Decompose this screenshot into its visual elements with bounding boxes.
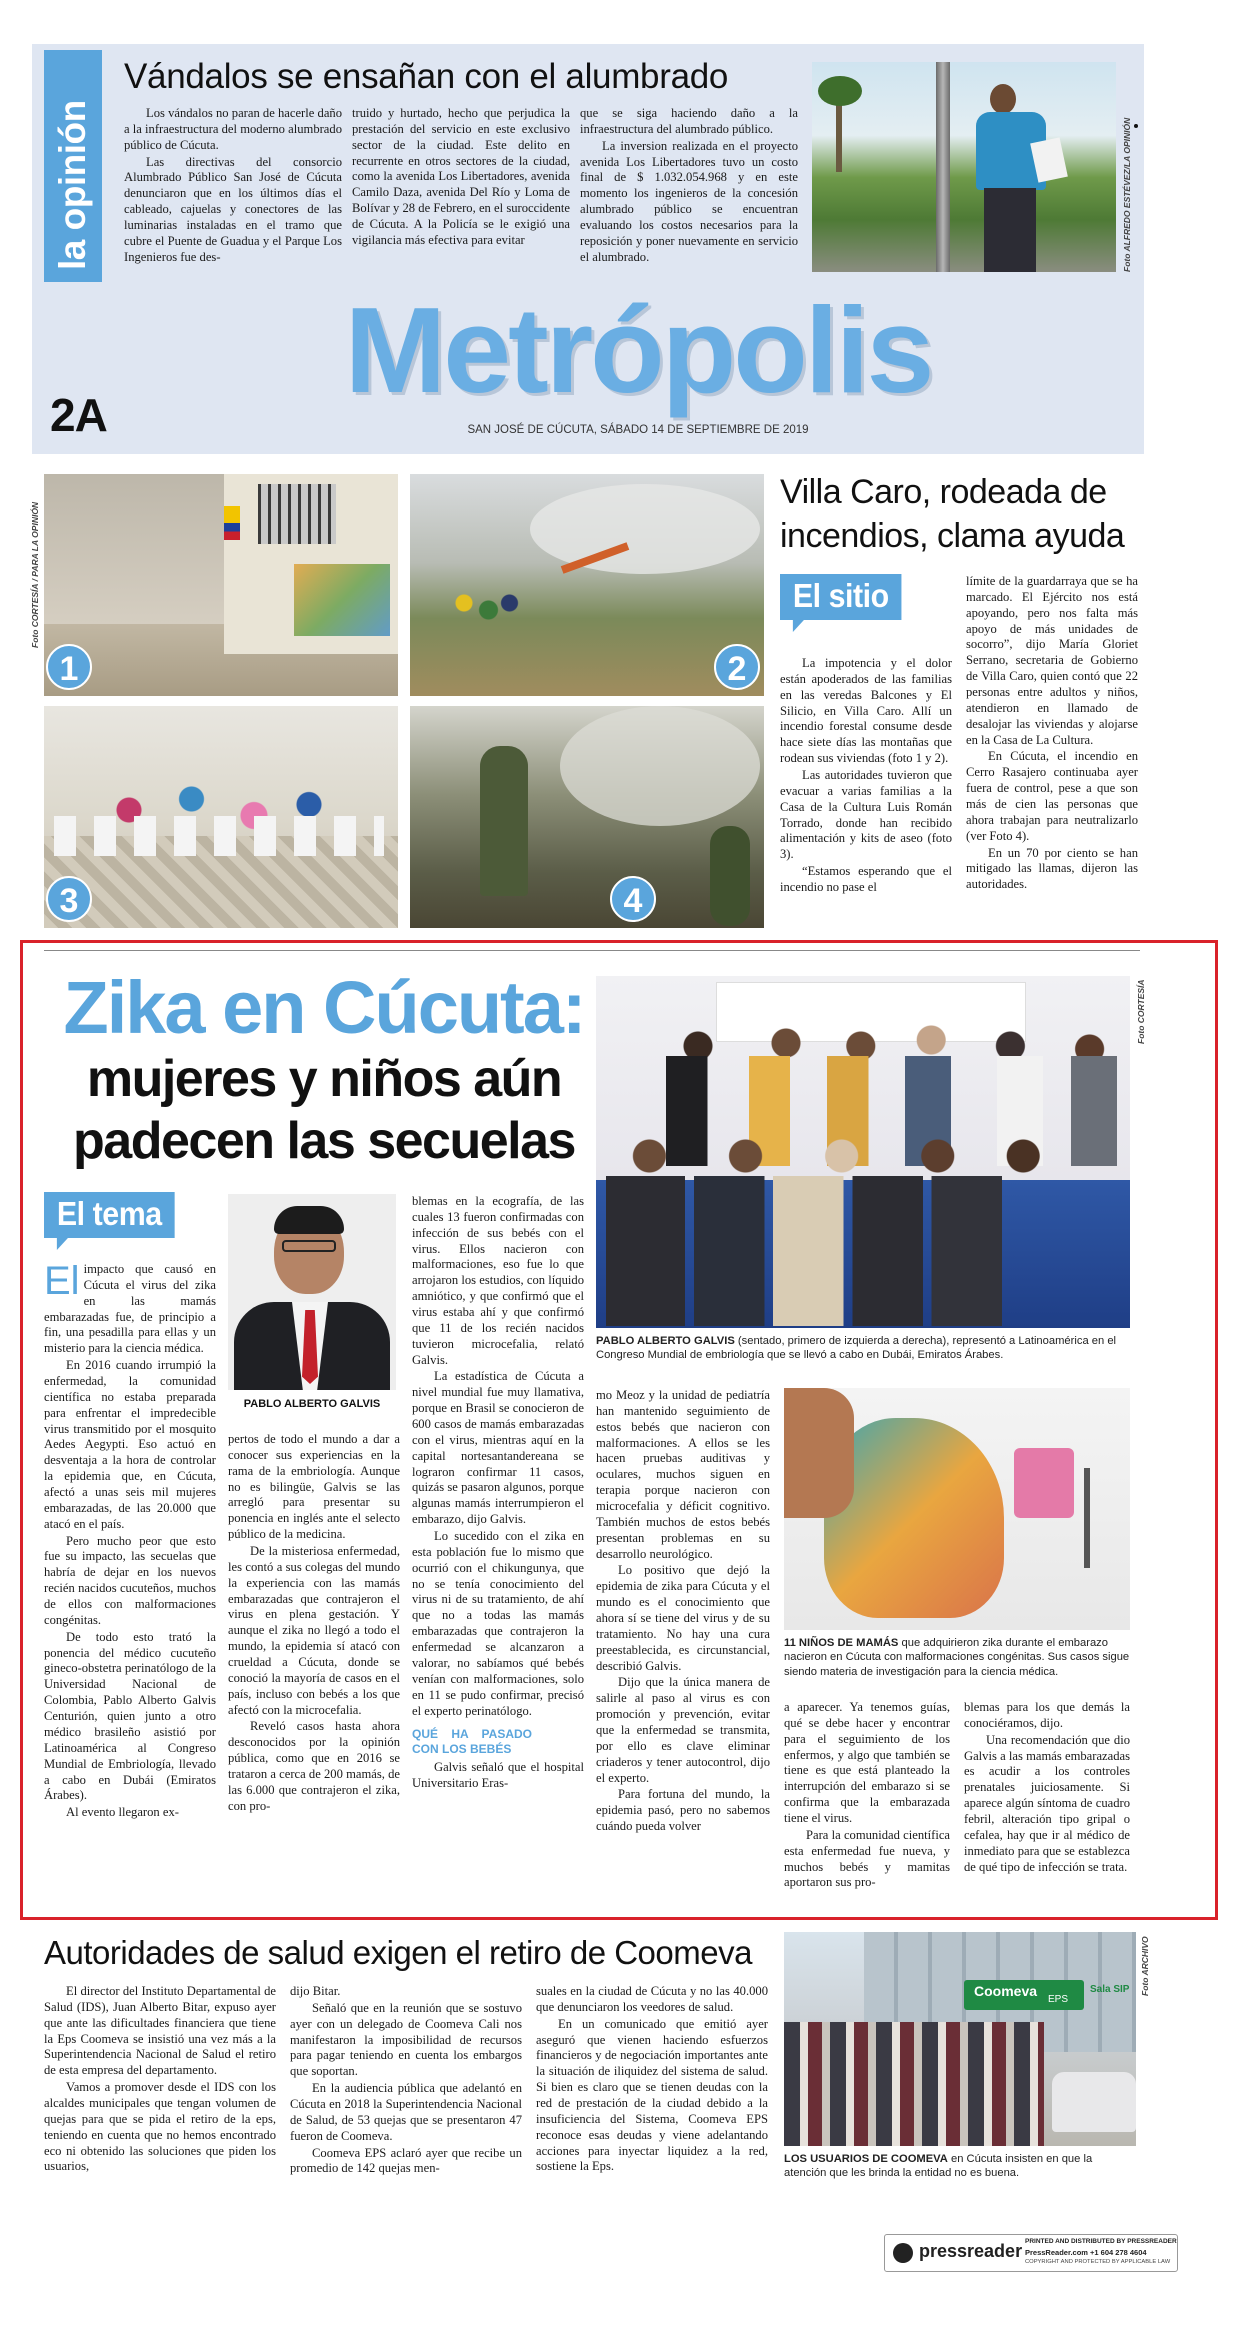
paragraph: que se siga haciendo daño a la infraestructura del alumbrado público. bbox=[580, 106, 798, 136]
zika-col-5 bbox=[784, 1700, 950, 1892]
paragraph: La inversion realizada en el proyecto avenida Los Libertadores tuvo un costo final de $ 1.032.054.968 y en este momento los ingenieros de la concesión alumbrado público se encuentran evaluando los costos necesarios para la reposición y poner nuevamente en servicio el alumbrado. bbox=[580, 138, 798, 264]
zika-photo-credit: Foto CORTESÍA bbox=[1136, 979, 1146, 1044]
paragraph: La estadística de Cúcuta a nivel mundial fue muy llamativa, porque en Brasil se conocieron de 600 casos de mamás embarazadas con el virus, mientras aquí en la capital nortesantandereana se lograron confirmar 11 casos, quizás se pasaron algunos, porque algunas mamás interrumpieron el embarazo, dijo Galvis. bbox=[412, 1369, 584, 1527]
sign-text: Coomeva bbox=[974, 1983, 1038, 1999]
vandalos-col-2 bbox=[352, 106, 570, 250]
drop-cap: El bbox=[44, 1259, 80, 1303]
villa-photo-2 bbox=[410, 474, 764, 696]
paragraph: Al evento llegaron ex- bbox=[66, 1805, 179, 1820]
pressreader-line-1: PRINTED AND DISTRIBUTED BY PRESSREADER bbox=[1025, 2238, 1177, 2245]
paragraph: blemas en la ecografía, de las cuales 13 fueron confirmadas con infección de sus bebés con el virus. Ellos nacieron con malformaciones, eso fue lo que arrojaron los estudios, con líquido amniótico, y que confirmó que el virus estaba ahí y que confirmó que 11 de los recién nacidos tuvieron microcefalia, relató Galvis. bbox=[412, 1194, 584, 1367]
coomeva-photo-credit: Foto ARCHIVO bbox=[1140, 1936, 1150, 1996]
villa-caro-col-1 bbox=[780, 656, 952, 897]
car bbox=[1052, 2072, 1136, 2132]
coomeva-headline: Autoridades de salud exigen el retiro de Coomeva bbox=[44, 1934, 752, 1971]
paragraph: límite de la guardarraya que se ha marcado. El Ejército nos está apoyando, pero nos falta más apoyo de más unidades de socorro”, dijo María Gloriet Serrano, secretaria de Gobierno de Villa Caro, quien contó que 22 personas entre adultos y niños, atendieron en llamado de desalojar las viviendas y alojarse en la Casa de La Cultura. bbox=[966, 574, 1138, 747]
caption-text: en Cúcuta insisten en que la atención que les brinda la entidad no es buena. bbox=[784, 2153, 1093, 2180]
portrait-name: PABLO ALBERTO GALVIS bbox=[243, 1398, 381, 1410]
paragraph: Las directivas del consorcio Alumbrado Público San José de Cúcuta denunciaron que en los últimos días el cableado, cajuelas y conectores de las luminarias instaladas en el tramo que cubre el Puente de Guadua y el Parque Los Ingenieros fue des- bbox=[124, 154, 342, 264]
paragraph: Vamos a promover desde el IDS con los alcaldes municipales que tengan volumen de quejas para que se pida el retiro de la eps, teniendo en cuenta que no hemos encontrado eco ni obtenido las soluciones que piden los usuarios, bbox=[44, 2080, 276, 2174]
vandalos-headline: Vándalos se ensañan con el alumbrado bbox=[124, 57, 729, 96]
mother-photo bbox=[784, 1388, 1130, 1630]
person-pants bbox=[984, 188, 1036, 272]
paragraph: Los vándalos no paran de hacerle daño a la infraestructura del moderno alumbrado público de Cúcuta. bbox=[124, 106, 342, 152]
light-pole bbox=[936, 62, 950, 272]
paragraph: La impotencia y el dolor están apoderados de las familias en las veredas Balcones y El Silicio, en Villa Caro. Allí un incendio forestal consume desde hace siete días las montañas que rodean sus viviendas (foto 1 y 2). bbox=[780, 656, 952, 766]
pressreader-badge[interactable] bbox=[884, 2234, 1178, 2272]
zika-col-4 bbox=[596, 1388, 770, 1836]
pressreader-line-2: PressReader.com +1 604 278 4604 bbox=[1025, 2248, 1147, 2257]
coomeva-photo bbox=[784, 1932, 1136, 2146]
soldier bbox=[480, 746, 528, 896]
palm-fronds bbox=[818, 76, 862, 106]
villa-caro-col-2 bbox=[966, 574, 1138, 894]
photo-number-4: 4 bbox=[610, 876, 656, 922]
paragraph: Señaló que en la reunión que se sostuvo ayer con un delegado de Coomeva Cali nos manifestaron la imposibilidad de recursos para pagar teniendo en cuenta los embargos que soportan. bbox=[290, 2000, 522, 2079]
paragraph: Para fortuna del mundo, la epidemia pasó, pero no sabemos cuándo pueda volver bbox=[596, 1787, 770, 1834]
villa-photo-1 bbox=[44, 474, 398, 696]
firefighters bbox=[450, 582, 520, 652]
coomeva-col-2 bbox=[290, 1984, 522, 2178]
zika-title-line-1: Zika en Cúcuta: bbox=[63, 966, 585, 1049]
section-title: Metrópolis bbox=[344, 282, 932, 418]
paragraph: Para la comunidad científica esta enfermedad fue nueva, y muchos bebés y mamitas aportaron sus pro- bbox=[784, 1827, 950, 1890]
paragraph: mo Meoz y la unidad de pediatría han mantenido seguimiento de estos bebés que nacieron con malformaciones. A ellos se les hacen pruebas auditivas y oculares, muchos siguen en terapia porque nacieron con microcefalia y déficit cognitivo. También muchos de estos bebés presentan problemas en su desarrollo neurológico. bbox=[596, 1388, 770, 1561]
group-photo-caption bbox=[596, 1334, 1130, 1363]
plastic-chairs bbox=[54, 816, 384, 856]
photo-number-1: 1 bbox=[46, 644, 92, 690]
caption-name: PABLO ALBERTO GALVIS bbox=[596, 1335, 735, 1347]
zika-tag: El tema bbox=[44, 1192, 175, 1238]
villa-caro-headline: Villa Caro, rodeada de incendios, clama ayuda bbox=[780, 473, 1125, 555]
caption-title: LOS USUARIOS DE COOMEVA bbox=[784, 2153, 948, 2165]
page-number: 2A bbox=[50, 389, 107, 441]
lead-paragraph bbox=[44, 1259, 216, 1357]
smoke bbox=[560, 706, 760, 826]
pressreader-brand: pressreader bbox=[919, 2241, 1023, 2261]
caption-text: que adquirieron zika durante el embarazo nacieron en Cúcuta con malformaciones congénitas. Sus casos sigue siendo materia de investigación para la ciencia médica. bbox=[784, 1637, 1130, 1678]
paragraph: En la audiencia pública que adelantó en Cúcuta en 2018 la Superintendencia Nacional de Salud, de 53 quejas que se presentaron 47 fueron de Coomeva. bbox=[290, 2081, 522, 2143]
paragraph: En un comunicado que emitió ayer aseguró que vienen haciendo esfuerzos financieros y de negociación importantes ante la situación de iliquidez del sistema de salud. Si bien es claro que se tienen deudas con la red de prestación de la ciudad debido a la insuficiencia del Sistema, Coomeva EPS reconoce esas deudas y viene adelantando acciones para inyectar liquidez a la red, sostiene la Eps. bbox=[536, 2016, 768, 2174]
paragraph: Una recomendación que dio Galvis a las mamás embarazadas es acudir a los controles prenatales juiciosamente. Si aparece algún síntoma de cuadro febril, alteración tipo gripal o cefalea, hay que ir al médico de inmediato para que se establezca de qué tipo de infección se trata. bbox=[964, 1732, 1130, 1874]
zika-col-1 bbox=[44, 1259, 216, 1822]
soldier-2 bbox=[710, 826, 750, 926]
paragraph: suales en la ciudad de Cúcuta y no las 40.000 que denunciaron los veedores de salud. bbox=[536, 1984, 768, 2014]
villa-caro-photo-credit: Foto CORTESÍA / PARA LA OPINIÓN bbox=[30, 501, 40, 648]
villa-caro-tag: El sitio bbox=[780, 574, 902, 620]
portrait-photo bbox=[228, 1194, 396, 1390]
coomeva-caption bbox=[784, 2152, 1136, 2181]
vandalos-col-1 bbox=[124, 106, 342, 267]
date-line: SAN JOSÉ DE CÚCUTA, SÁBADO 14 DE SEPTIEMBRE DE 2019 bbox=[467, 424, 809, 436]
paragraph: dijo Bitar. bbox=[290, 1984, 341, 1998]
coomeva-col-3 bbox=[536, 1984, 768, 2176]
paragraph: De la misteriosa enfermedad, les contó a sus colegas del mundo la experiencia con las mamás embarazadas que contrajeron el virus en plena gestación. Y aunque el zika no llegó a todo el mundo, la epidemia sí atacó con crueldad a Cúcuta, donde se conoció la mayoría de casos en el país, incluso con bebés a los que afectó con la microcefalia. bbox=[228, 1544, 400, 1717]
chair-leg bbox=[1084, 1468, 1090, 1568]
brand-logo: la opinión bbox=[52, 100, 93, 270]
paragraph: En 2016 cuando irrumpió la enfermedad, la comunidad científica no estaba preparada para enfrentar el impredecible virus transmitido por el mosquito Aedes Aegypti. Eso actuó en desventaja a la hora de controlar la epidemia que, en Cúcuta, afectó a unas seis mil mujeres embarazadas, de las 20.000 que atacó en el país. bbox=[44, 1358, 216, 1531]
zika-col-2 bbox=[228, 1432, 400, 1816]
subhead: QUÉ HA PASADO CON LOS BEBÉS bbox=[412, 1727, 532, 1756]
paragraph: blemas para los que demás la conociéramos, dijo. bbox=[964, 1700, 1130, 1730]
vandalos-photo-credit: Foto ALFREDO ESTÉVEZ/LA OPINIÓN bbox=[1122, 117, 1132, 272]
paragraph: Pero mucho peor que esto fue su impacto, las secuelas que habría de dejar en los nuevos recién nacidos cucuteños, muchos de ellos con malformaciones congénitas. bbox=[44, 1533, 216, 1627]
caption-text: (sentado, primero de izquierda a derecha), representó a Latinoamérica en el Congreso Mundial de embriología que se llevó a cabo en Dubái, Emiratos Árabes. bbox=[596, 1335, 1117, 1362]
villa-photo-3 bbox=[44, 706, 398, 928]
coomeva-col-1 bbox=[44, 1984, 276, 2176]
paragraph: Dijo que la única manera de salirle al paso al virus es con promoción y prevención, evitar que la enfermedad se transmita, por ello es clave eliminar criaderos y tener autocontrol, dijo el experto. bbox=[596, 1675, 770, 1785]
paragraph: Las autoridades tuvieron que evacuar a varias familias a la Casa de la Cultura Luis Román Torrado, donde han recibido alimentación y kits de aseo (foto 3). bbox=[780, 768, 952, 862]
sign-subtext: EPS bbox=[1048, 1994, 1069, 2005]
paragraph: Galvis señaló que el hospital Universitario Eras- bbox=[412, 1760, 584, 1790]
pressreader-line-3: COPYRIGHT AND PROTECTED BY APPLICABLE LAW bbox=[1025, 2259, 1171, 2265]
zika-group-photo bbox=[596, 976, 1130, 1328]
zika-title-line-3: padecen las secuelas bbox=[73, 1112, 575, 1170]
paragraph: “Estamos esperando que el incendio no pase el bbox=[780, 864, 952, 895]
zika-title-line-2: mujeres y niños aún bbox=[86, 1050, 562, 1108]
photo-number-2: 2 bbox=[714, 644, 760, 690]
paragraph: Coomeva EPS aclaró ayer que recibe un promedio de 142 quejas men- bbox=[290, 2145, 522, 2176]
queue-people bbox=[784, 2022, 1044, 2146]
paragraph: a aparecer. Ya tenemos guías, qué se debe hacer y encontrar para el seguimiento de los enfermos, y algo que también se tiene es que está planteado la interrupción del embarazo si se confirma que la embarazada tiene el virus. bbox=[784, 1700, 950, 1826]
paragraph: En Cúcuta, el incendio en Cerro Rasajero continuaba ayer fuera de control, pese a que son más de cien las personas que ahora trabajan para neutralizarlo (ver Foto 4). bbox=[966, 749, 1138, 843]
mother-photo-caption bbox=[784, 1636, 1130, 1679]
mural bbox=[294, 564, 390, 636]
coomeva-sign bbox=[964, 1980, 1084, 2010]
zika-col-3 bbox=[412, 1194, 584, 1793]
paragraph: De todo esto trató la ponencia del médico cucuteño gineco-obstetra perinatólogo de la Universidad Nacional de Colombia, Pablo Alberto Galvis Centurión, quien junto a otro médico brasileño asistió por Latinoamérica al Congreso Mundial de Embriología, llevado a cabo en Dubái (Emiratos Árabes). bbox=[44, 1629, 216, 1803]
haze bbox=[44, 474, 224, 624]
paragraph: El director del Instituto Departamental de Salud (IDS), Juan Alberto Bitar, expuso ayer que ante las dificultades financiera que tiene la Eps Coomeva se insistió una vez más a la Superintendencia Nacional de Salud el retiro de esta empresa del departamento. bbox=[44, 1984, 276, 2078]
smoke bbox=[530, 484, 760, 574]
photo-number-3: 3 bbox=[46, 876, 92, 922]
villa-photo-4 bbox=[410, 706, 764, 928]
paragraph: Lo sucedido con el zika en esta población fue lo mismo que ocurrió con el chikungunya, que no se tenía conocimiento del virus ni de su tratamiento, de ahí que no a todas las mamás embarazadas que contrajeron la enfermedad se alcanzaron a valorar, no sabíamos qué bebés venían con malformaciones, solo en 11 se pudo confirmar, precisó el experto perinatólogo. bbox=[412, 1529, 584, 1718]
lead-text: impacto que causó en Cúcuta el virus del zika en las mamás embarazadas fue, de principio a fin, una pesadilla para ellas y un misterio para la ciencia médica. bbox=[44, 1262, 216, 1356]
pink-bag bbox=[1014, 1448, 1074, 1518]
sala-sign: Sala SIP bbox=[1090, 1984, 1130, 1995]
vandalos-photo bbox=[812, 62, 1116, 272]
vandalos-col-3 bbox=[580, 106, 798, 267]
paragraph: truido y hurtado, hecho que perjudica la prestación del servicio en este exclusivo sector de la ciudad. Este delito en recurrente en otros sectores de la ciudad, como la avenida Los Libertadores, avenida Camilo Daza, avenida Del Río y Loma de Bolívar y 28 de Febrero, en el suroccidente de Cúcuta. A la Policía se le exigió una vigilancia más efectiva para evitar bbox=[352, 106, 570, 247]
seated-bodies bbox=[606, 1176, 1046, 1326]
paragraph: Lo positivo que dejó la epidemia de zika para Cúcuta y el mundo es el conocimiento que ahora sí se tiene del virus y de su tratamiento. No hay una cura preestablecida, es circunstancial, describió Galvis. bbox=[596, 1563, 770, 1673]
paragraph: En un 70 por ciento se han mitigado las llamas, dijeron las autoridades. bbox=[966, 845, 1138, 892]
pressreader-icon bbox=[893, 2243, 913, 2263]
caption-title: 11 NIÑOS DE MAMÁS bbox=[784, 1637, 899, 1649]
dot-mark bbox=[1134, 124, 1138, 128]
arm bbox=[784, 1388, 854, 1518]
paragraph: Reveló casos hasta ahora desconocidos por la opinión pública, como que en 2016 se trataron a cerca de 200 mamás, de las 6.000 que contrajeron el zika, con pro- bbox=[228, 1719, 400, 1813]
portrait-glasses bbox=[282, 1240, 336, 1252]
paragraph: pertos de todo el mundo a dar a conocer sus experiencias en la rama de la embriología. Aunque no es bilingüe, Galvis se las arregló para presentar su ponencia en inglés ante el selecto público de la medicina. bbox=[228, 1432, 400, 1542]
window-grill bbox=[258, 484, 336, 544]
zika-col-6 bbox=[964, 1700, 1130, 1876]
person-head bbox=[990, 84, 1016, 114]
portrait-hair bbox=[274, 1206, 344, 1234]
